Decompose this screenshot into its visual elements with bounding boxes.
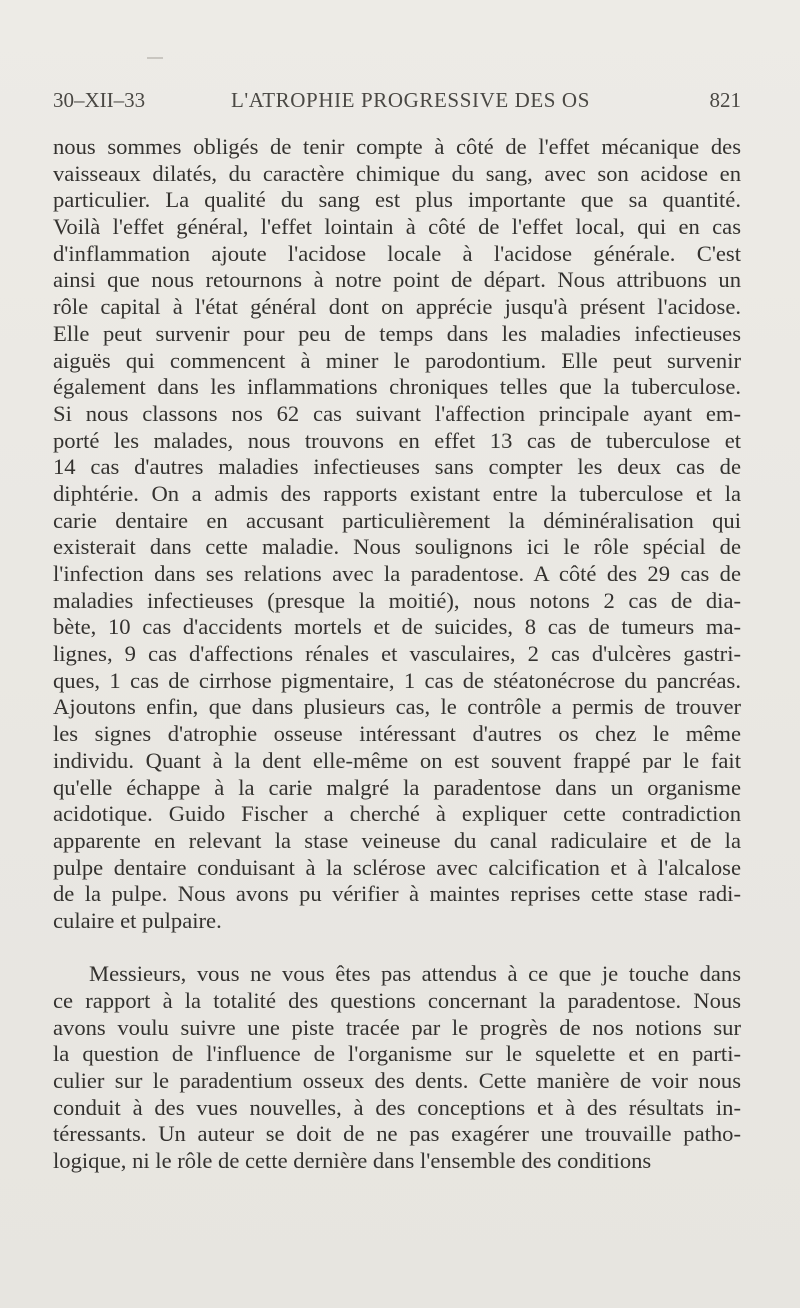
text-line: qu'elle échappe à la carie malgré la paradentose dans un organisme bbox=[53, 774, 741, 800]
text-line: rôle capital à l'état général dont on apprécie jusqu'à présent l'acidose. bbox=[53, 294, 741, 320]
text-line: 14 cas d'autres maladies infectieuses sans compter les deux cas de bbox=[53, 454, 741, 480]
text-line: bète, 10 cas d'accidents mortels et de suicides, 8 cas de tumeurs ma- bbox=[53, 614, 741, 640]
header-date: 30–XII–33 bbox=[53, 88, 146, 112]
text-line: d'inflammation ajoute l'acidose locale à l'acidose générale. C'est bbox=[53, 240, 741, 266]
text-line: la question de l'influence de l'organisme sur le squelette et en parti- bbox=[53, 1041, 741, 1067]
text-line: Si nous classons nos 62 cas suivant l'affection principale ayant em- bbox=[53, 400, 741, 426]
text-line: ques, 1 cas de cirrhose pigmentaire, 1 cas de stéatonécrose du pancréas. bbox=[53, 667, 741, 693]
text-line: particulier. La qualité du sang est plus importante que sa quantité. bbox=[53, 187, 741, 213]
text-line: individu. Quant à la dent elle-même on est souvent frappé par le fait bbox=[53, 747, 741, 773]
text-line: conduit à des vues nouvelles, à des conceptions et à des résultats in- bbox=[53, 1094, 741, 1120]
text-line: existerait dans cette maladie. Nous soulignons ici le rôle spécial de bbox=[53, 534, 741, 560]
text-line: carie dentaire en accusant particulièrement la déminéralisation qui bbox=[53, 507, 741, 533]
text-line: culier sur le paradentium osseux des dents. Cette manière de voir nous bbox=[53, 1068, 741, 1094]
page-number: 821 bbox=[709, 88, 741, 112]
text-line: Messieurs, vous ne vous êtes pas attendus à ce que je touche dans bbox=[89, 961, 741, 987]
text-line: Voilà l'effet général, l'effet lointain à côté de l'effet local, qui en cas bbox=[53, 214, 741, 240]
text-line: diphtérie. On a admis des rapports existant entre la tuberculose et la bbox=[53, 480, 741, 506]
text-line: ce rapport à la totalité des questions concernant la paradentose. Nous bbox=[53, 988, 741, 1013]
text-line: les signes d'atrophie osseuse intéressant d'autres os chez le même bbox=[53, 721, 741, 747]
paragraph-2 bbox=[53, 961, 741, 1175]
text-line: vaisseaux dilatés, du caractère chimique du sang, avec son acidose en bbox=[53, 160, 741, 186]
text-line: Ajoutons enfin, que dans plusieurs cas, le contrôle a permis de trouver bbox=[53, 694, 741, 720]
text-line: pulpe dentaire conduisant à la sclérose avec calcification et à l'alcalose bbox=[53, 854, 741, 880]
running-header bbox=[53, 88, 741, 116]
text-line: acidotique. Guido Fischer a cherché à expliquer cette contradiction bbox=[53, 801, 741, 827]
text-line: aiguës qui commencent à miner le parodontium. Elle peut survenir bbox=[53, 347, 741, 373]
text-line: nous sommes obligés de tenir compte à côté de l'effet mécanique des bbox=[53, 134, 741, 159]
paragraph-1 bbox=[53, 134, 741, 935]
text-line: l'infection dans ses relations avec la paradentose. A côté des 29 cas de bbox=[53, 561, 741, 586]
page-mark bbox=[147, 57, 163, 59]
text-line: ainsi que nous retournons à notre point de départ. Nous attribuons un bbox=[53, 267, 741, 293]
text-line: Elle peut survenir pour peu de temps dans les maladies infectieuses bbox=[53, 320, 741, 346]
text-line: maladies infectieuses (presque la moitié), nous notons 2 cas de dia- bbox=[53, 587, 741, 613]
body-text bbox=[53, 134, 741, 1175]
text-line: culaire et pulpaire. bbox=[53, 907, 222, 933]
text-line: également dans les inflammations chroniques telles que la tuberculose. bbox=[53, 374, 741, 400]
text-line: lignes, 9 cas d'affections rénales et vasculaires, 2 cas d'ulcères gastri- bbox=[53, 641, 741, 667]
text-line: avons voulu suivre une piste tracée par le progrès de nos notions sur bbox=[53, 1014, 741, 1040]
text-line: téressants. Un auteur se doit de ne pas exagérer une trouvaille patho- bbox=[53, 1121, 741, 1147]
text-line: de la pulpe. Nous avons pu vérifier à maintes reprises cette stase radi- bbox=[53, 881, 741, 907]
text-line: apparente en relevant la stase veineuse du canal radiculaire et de la bbox=[53, 827, 741, 853]
text-line: logique, ni le rôle de cette dernière dans l'ensemble des conditions bbox=[53, 1148, 652, 1174]
header-title: L'ATROPHIE PROGRESSIVE DES OS bbox=[231, 88, 590, 112]
text-line: porté les malades, nous trouvons en effet 13 cas de tuberculose et bbox=[53, 427, 741, 453]
